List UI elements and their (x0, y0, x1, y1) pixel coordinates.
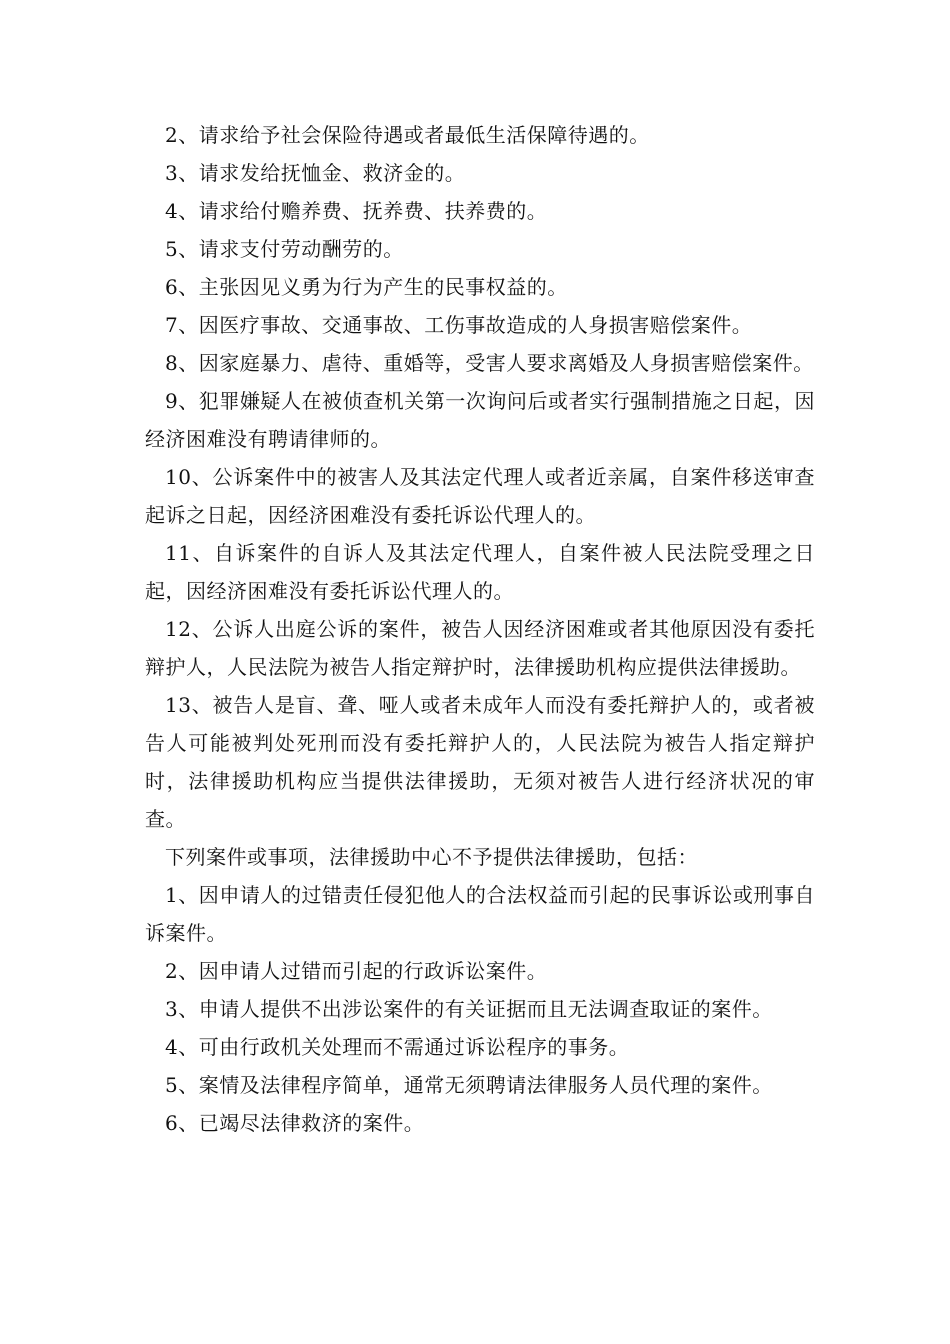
paragraph-item-12: 12、公诉人出庭公诉的案件，被告人因经济困难或者其他原因没有委托辩护人，人民法院为被告人指定辩护时，法律援助机构应提供法律援助。 (145, 617, 815, 679)
paragraph-item-5: 5、请求支付劳动酬劳的。 (165, 237, 404, 261)
exclusion-item-4: 4、可由行政机关处理而不需通过诉讼程序的事务。 (165, 1035, 630, 1059)
paragraph-item-11: 11、自诉案件的自诉人及其法定代理人，自案件被人民法院受理之日起，因经济困难没有委托诉讼代理人的。 (145, 541, 815, 603)
paragraph-item-13: 13、被告人是盲、聋、哑人或者未成年人而没有委托辩护人的，或者被告人可能被判处死刑而没有委托辩护人的，人民法院为被告人指定辩护时，法律援助机构应当提供法律援助，无须对被告人进行经济状况的审查。 (145, 693, 815, 831)
paragraph-item-2: 2、请求给予社会保险待遇或者最低生活保障待遇的。 (165, 123, 650, 147)
paragraph-item-3: 3、请求发给抚恤金、救济金的。 (165, 161, 466, 185)
exclusion-item-3: 3、申请人提供不出涉讼案件的有关证据而且无法调查取证的案件。 (165, 997, 773, 1021)
exclusion-item-1: 1、因申请人的过错责任侵犯他人的合法权益而引起的民事诉讼或刑事自诉案件。 (145, 883, 815, 945)
paragraph-item-7: 7、因医疗事故、交通事故、工伤事故造成的人身损害赔偿案件。 (165, 313, 753, 337)
exclusion-item-5: 5、案情及法律程序简单，通常无须聘请法律服务人员代理的案件。 (165, 1073, 773, 1097)
paragraph-item-4: 4、请求给付赡养费、抚养费、扶养费的。 (165, 199, 548, 223)
paragraph-item-10: 10、公诉案件中的被害人及其法定代理人或者近亲属，自案件移送审查起诉之日起，因经济困难没有委托诉讼代理人的。 (145, 465, 815, 527)
paragraph-item-9: 9、犯罪嫌疑人在被侦查机关第一次询问后或者实行强制措施之日起，因经济困难没有聘请律师的。 (145, 389, 815, 451)
paragraph-item-8: 8、因家庭暴力、虐待、重婚等，受害人要求离婚及人身损害赔偿案件。 (165, 351, 814, 375)
section-intro-paragraph: 下列案件或事项，法律援助中心不予提供法律援助，包括： (165, 845, 698, 869)
exclusion-item-2: 2、因申请人过错而引起的行政诉讼案件。 (165, 959, 548, 983)
document-body (145, 116, 815, 1142)
exclusion-item-6: 6、已竭尽法律救济的案件。 (165, 1111, 425, 1135)
paragraph-item-6: 6、主张因见义勇为行为产生的民事权益的。 (165, 275, 568, 299)
